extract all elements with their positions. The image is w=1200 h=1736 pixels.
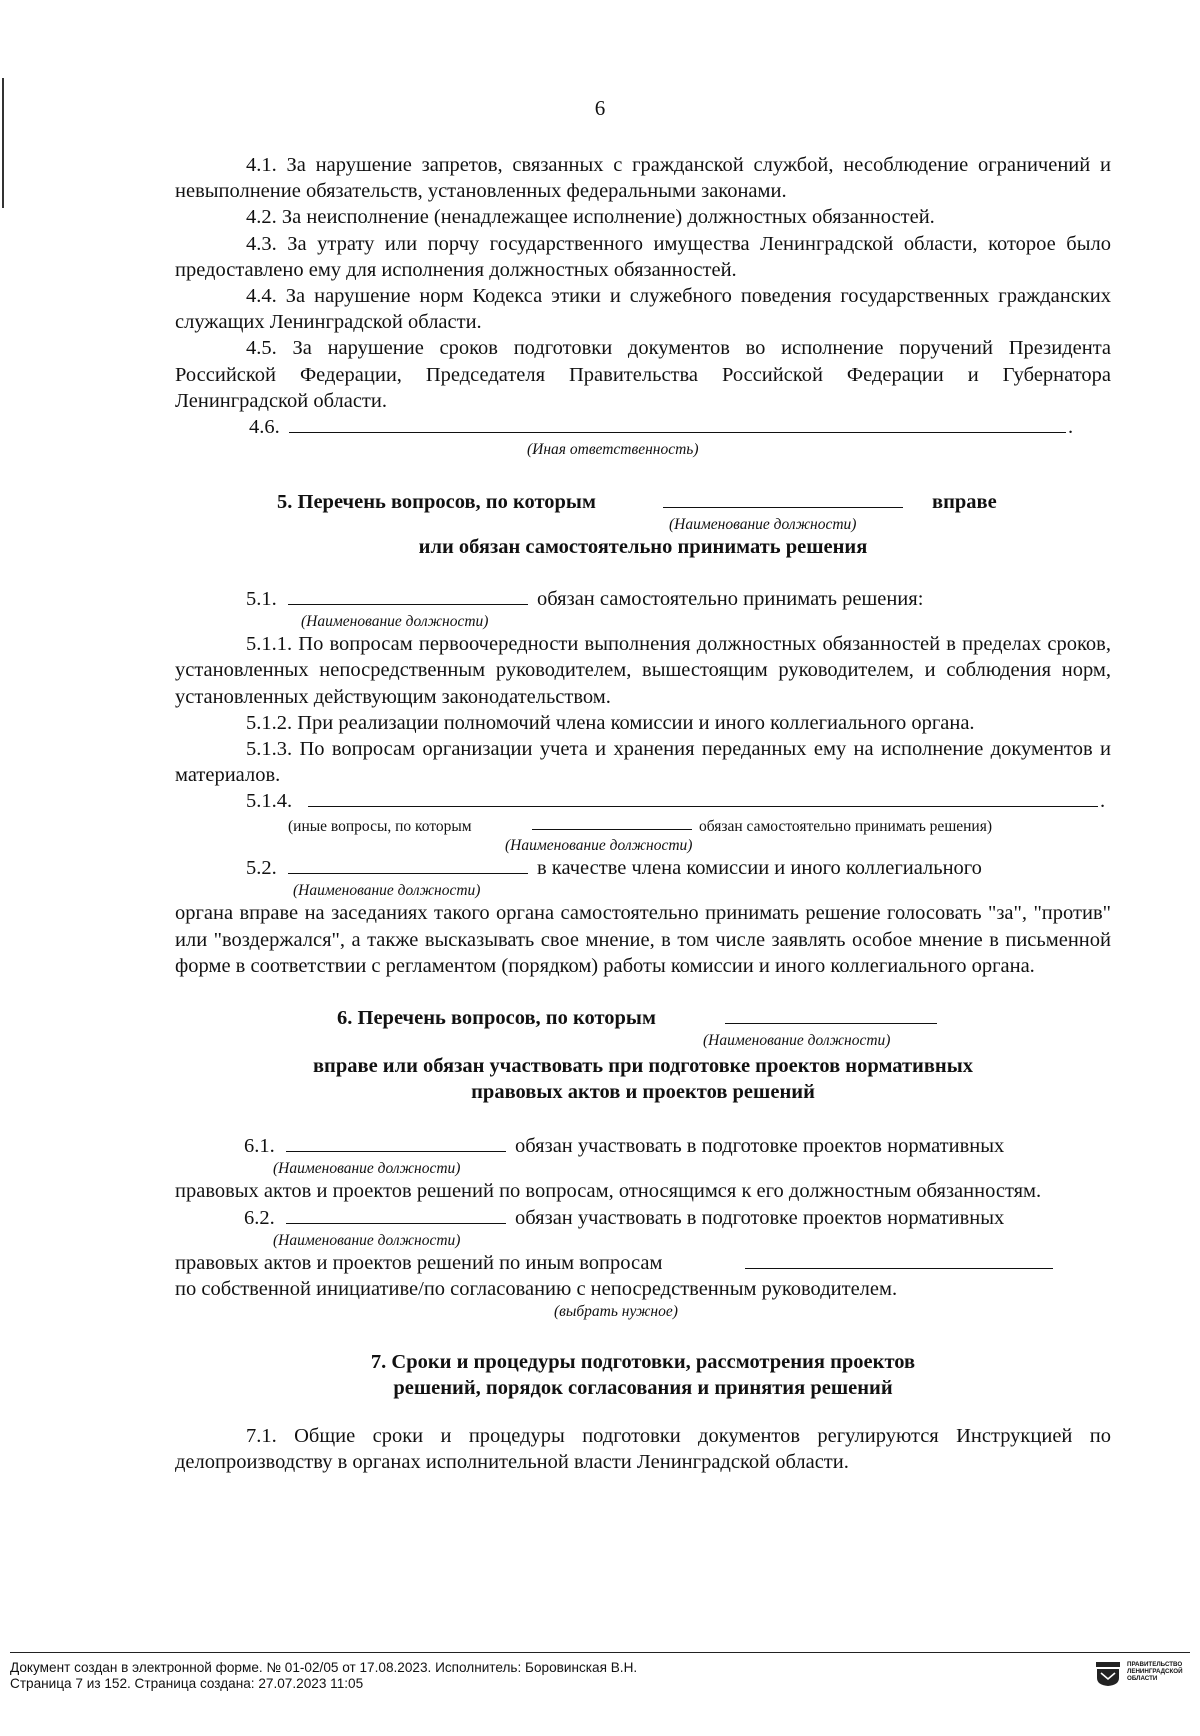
paragraph-5-1-3: 5.1.3. По вопросам организации учета и хранения переданных ему на исполнение документов и материалов. xyxy=(175,738,1111,787)
footer-logo xyxy=(1095,1661,1182,1687)
footer-line-2: Страница 7 из 152. Страница создана: 27.07.2023 11:05 xyxy=(10,1676,364,1691)
paragraph-4-6-number: 4.6. xyxy=(249,416,280,439)
caption-position-name: (Наименование должности) xyxy=(273,1160,461,1178)
paragraph-5-2 xyxy=(175,855,1111,881)
paragraph-5-2-number: 5.2. xyxy=(246,857,277,880)
caption-other-questions-a: (иные вопросы, по которым xyxy=(288,818,472,836)
section-5-heading xyxy=(175,489,1111,515)
paragraph-7-1: 7.1. Общие сроки и процедуры подготовки документов регулируются Инструкцией по делопроизводству в органах исполнительной власти Ленинградской области. xyxy=(175,1425,1111,1474)
paragraph-6-1-continuation: правовых актов и проектов решений по вопросам, относящимся к его должностным обязанностям. xyxy=(175,1180,1042,1203)
paragraph-6-1 xyxy=(175,1133,1111,1159)
section-6-title-part-b: вправе или обязан участвовать при подготовке проектов нормативных xyxy=(312,1055,974,1078)
paragraph-4-1: 4.1. За нарушение запретов, связанных с гражданской службой, несоблюдение ограничений и невыполнение обязательств, установленных федеральными законами. xyxy=(175,154,1111,203)
caption-position-name: (Наименование должности) xyxy=(273,1231,461,1249)
section-6-title-part-c: правовых актов и проектов решений xyxy=(471,1081,815,1104)
caption-other-questions-b: обязан самостоятельно принимать решения) xyxy=(699,818,993,836)
paragraph-5-2-continuation: органа вправе на заседаниях такого органа самостоятельно принимать решение голосовать "за", "против" или "воздержался", а также высказывать свое мнение, в том числе заявлять особое мнение в письменной форме в соответствии с регламентом (порядком) работы комиссии и иного коллегиального органа. xyxy=(175,902,1111,977)
paragraph-6-1-text: обязан участвовать в подготовке проектов нормативных xyxy=(515,1135,1005,1158)
document-body xyxy=(175,152,1111,1476)
paragraph-4-2: 4.2. За неисполнение (ненадлежащее исполнение) должностных обязанностей. xyxy=(246,206,935,229)
caption-position-name: (Наименование должности) xyxy=(301,613,489,631)
document-footer xyxy=(10,1652,1190,1692)
blank-line xyxy=(725,1005,937,1024)
coat-of-arms-icon xyxy=(1095,1661,1121,1687)
section-6-title-part-a: 6. Перечень вопросов, по которым xyxy=(337,1007,656,1030)
blank-line xyxy=(288,855,528,874)
paragraph-4-5: 4.5. За нарушение сроков подготовки документов во исполнение поручений Президента Российской Федерации, Председателя Правительства Российской Федерации и Губернатора Ленинградской области. xyxy=(175,337,1111,412)
paragraph-6-2-continuation-2: по собственной инициативе/по согласованию с непосредственным руководителем. xyxy=(175,1277,898,1300)
caption-position-name: (Наименование должности) xyxy=(505,837,693,855)
paragraph-6-2-continuation: правовых актов и проектов решений по иным вопросам xyxy=(175,1251,663,1274)
paragraph-5-1-4 xyxy=(175,788,1111,814)
caption-position-name: (Наименование должности) xyxy=(703,1032,891,1050)
caption-choose-option: (выбрать нужное) xyxy=(554,1302,678,1320)
blank-line xyxy=(289,414,1066,433)
caption-position-name: (Наименование должности) xyxy=(669,516,857,534)
paragraph-6-1-number: 6.1. xyxy=(244,1135,275,1158)
blank-line xyxy=(308,788,1098,807)
section-7-title-part-b: решений, порядок согласования и принятия решений xyxy=(393,1377,893,1400)
paragraph-4-3: 4.3. За утрату или порчу государственного имущества Ленинградской области, которое было предоставлено ему для исполнения должностных обязанностей. xyxy=(175,232,1111,281)
paragraph-4-4: 4.4. За нарушение норм Кодекса этики и служебного поведения государственных гражданских служащих Ленинградской области. xyxy=(175,285,1111,334)
section-7-title-part-a: 7. Сроки и процедуры подготовки, рассмотрения проектов xyxy=(370,1350,916,1373)
paragraph-6-2-number: 6.2. xyxy=(244,1206,275,1229)
blank-line xyxy=(532,814,692,830)
blank-line xyxy=(663,489,903,508)
paragraph-4-6 xyxy=(175,414,1111,440)
caption-other-responsibility: (Иная ответственность) xyxy=(527,441,699,459)
blank-line xyxy=(286,1133,506,1152)
caption-position-name: (Наименование должности) xyxy=(293,882,481,900)
section-5-title-part-a: 5. Перечень вопросов, по которым xyxy=(277,491,596,514)
blank-line xyxy=(288,586,528,605)
paragraph-6-2 xyxy=(175,1205,1111,1231)
footer-line-1: Документ создан в электронной форме. № 01-02/05 от 17.08.2023. Исполнитель: Боровинская В.Н. xyxy=(10,1660,638,1675)
page-number: 6 xyxy=(594,96,606,120)
paragraph-5-1-1: 5.1.1. По вопросам первоочередности выполнения должностных обязанностей в пределах сроков, установленных непосредственным руководителем, вышестоящим руководителем, и соблюдения норм, установленных действующим законодательством. xyxy=(175,633,1111,708)
paragraph-5-1-text: обязан самостоятельно принимать решения: xyxy=(537,588,924,611)
paragraph-5-1-2: 5.1.2. При реализации полномочий члена комиссии и иного коллегиального органа. xyxy=(246,711,975,734)
section-6-heading xyxy=(175,1005,1111,1031)
section-5-title-part-b: вправе xyxy=(932,491,997,514)
paragraph-5-1-4-number: 5.1.4. xyxy=(246,790,293,813)
blank-line xyxy=(286,1205,506,1224)
period: . xyxy=(1100,790,1106,813)
paragraph-6-2-text: обязан участвовать в подготовке проектов нормативных xyxy=(515,1206,1005,1229)
period: . xyxy=(1068,416,1074,439)
footer-logo-text: ПРАВИТЕЛЬСТВО ЛЕНИНГРАДСКОЙ ОБЛАСТИ xyxy=(1127,1661,1183,1682)
paragraph-5-1-number: 5.1. xyxy=(246,588,277,611)
paragraph-5-2-text: в качестве члена комиссии и иного коллегиального xyxy=(537,857,982,880)
paragraph-5-1 xyxy=(175,586,1111,612)
section-5-title-part-c: или обязан самостоятельно принимать решения xyxy=(418,536,868,559)
blank-line xyxy=(745,1250,1053,1269)
